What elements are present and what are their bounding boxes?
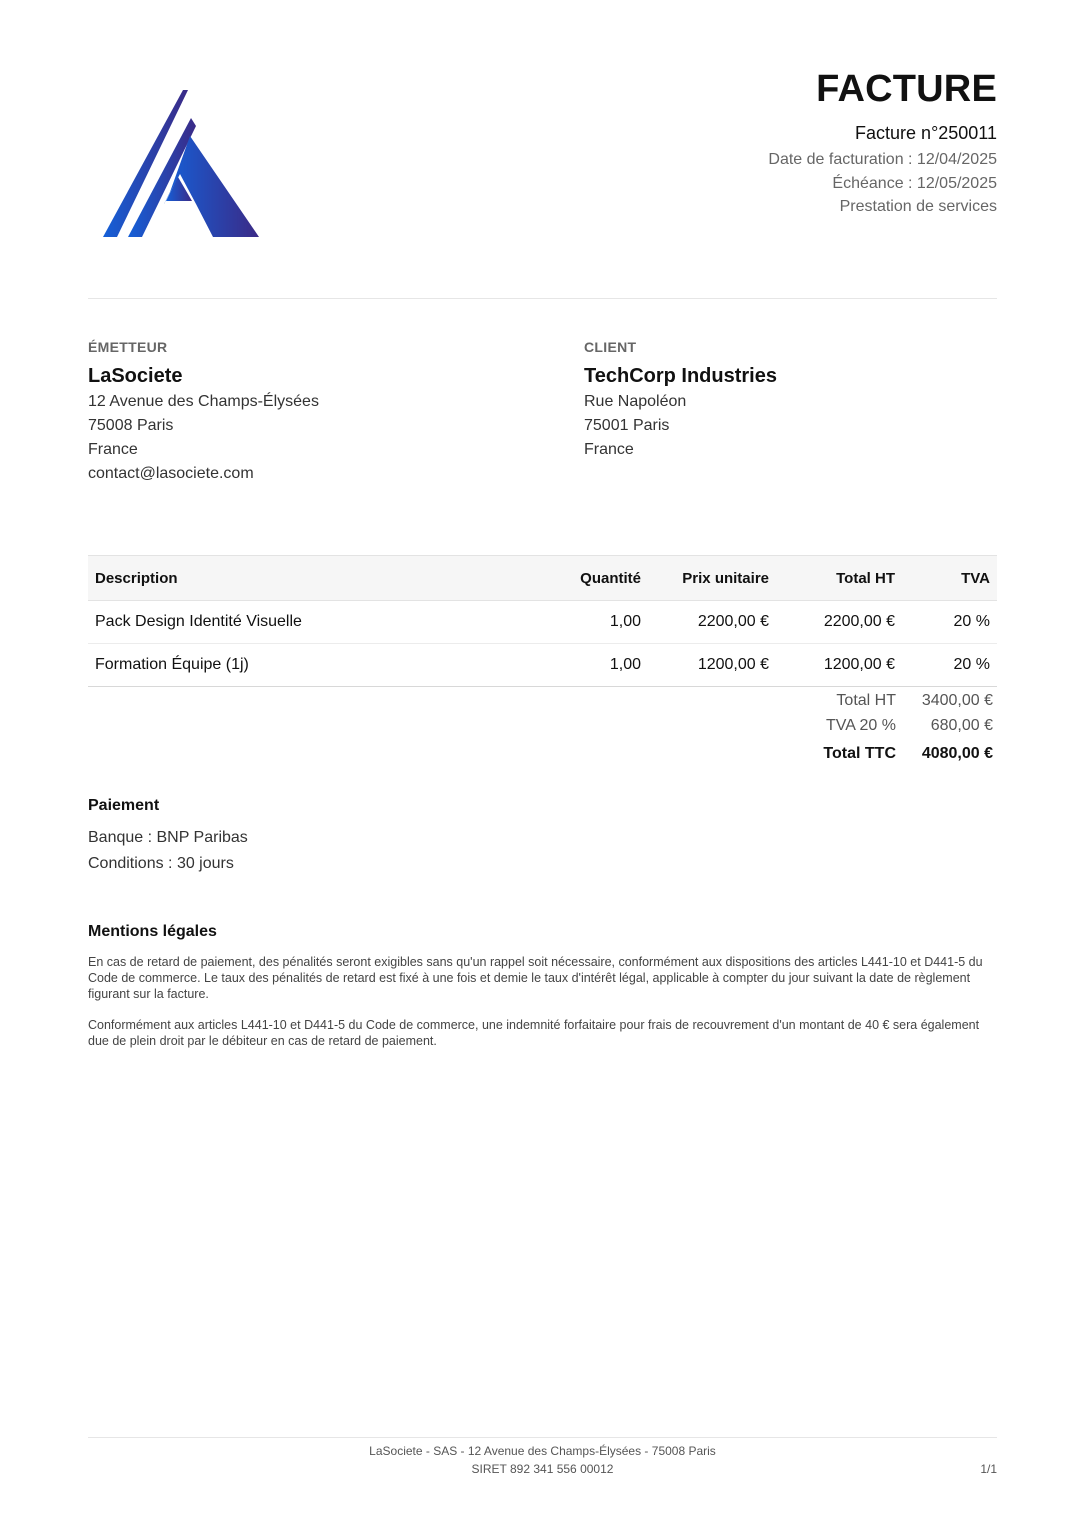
invoice-date: Date de facturation : 12/04/2025 xyxy=(768,151,997,168)
emitter-email[interactable]: contact@lasociete.com xyxy=(88,465,254,482)
legal-paragraph-indemnity: Conformément aux articles L441-10 et D441-5 du Code de commerce, une indemnité forfaitaire pour frais de recouvrement d'un montant de 40 € sera également due de plein droit par le débiteur en cas de retard de paiement. xyxy=(88,1018,980,1048)
client-country: France xyxy=(584,441,634,458)
document-title: FACTURE xyxy=(816,68,997,110)
total-tva-row xyxy=(801,717,993,735)
item-tva: 20 % xyxy=(902,601,997,644)
footer-company-info: LaSociete - SAS - 12 Avenue des Champs-Élysées - 75008 Paris xyxy=(369,1444,716,1458)
total-ht-row xyxy=(801,692,993,710)
page-number: 1/1 xyxy=(980,1462,997,1476)
payment-bank: Banque : BNP Paribas xyxy=(88,829,248,846)
item-description: Pack Design Identité Visuelle xyxy=(88,601,550,644)
emitter-address xyxy=(88,390,319,486)
due-date: Échéance : 12/05/2025 xyxy=(832,175,997,192)
item-total-ht: 2200,00 € xyxy=(776,601,902,644)
col-quantity: Quantité xyxy=(550,556,648,601)
table-header-row xyxy=(88,556,997,601)
invoice-type: Prestation de services xyxy=(839,198,997,215)
item-quantity: 1,00 xyxy=(550,601,648,644)
footer-siret: SIRET 892 341 556 00012 xyxy=(471,1462,614,1476)
header-divider xyxy=(88,298,997,299)
total-ht-label: Total HT xyxy=(836,692,896,709)
item-unit-price: 1200,00 € xyxy=(648,644,776,687)
client-name: TechCorp Industries xyxy=(584,365,777,387)
total-tva-label: TVA 20 % xyxy=(826,717,896,734)
total-ht-value: 3400,00 € xyxy=(921,692,993,709)
item-tva: 20 % xyxy=(902,644,997,687)
invoice-items-table xyxy=(88,555,997,687)
col-total-ht: Total HT xyxy=(776,556,902,601)
total-ttc-row xyxy=(801,745,993,763)
legal-title: Mentions légales xyxy=(88,923,217,940)
table-row xyxy=(88,601,997,644)
emitter-city: 75008 Paris xyxy=(88,417,174,434)
item-unit-price: 2200,00 € xyxy=(648,601,776,644)
total-ttc-label: Total TTC xyxy=(823,745,896,762)
client-street: Rue Napoléon xyxy=(584,393,687,410)
legal-paragraph-penalties: En cas de retard de paiement, des pénalités seront exigibles sans qu'un rappel soit nécessaire, conformément aux dispositions des articles L441-10 et D441-5 du Code de commerce. Le taux des pénalités de retard est fixé à une fois et demie le taux d'intérêt légal, applicable à compter du jour suivant la date de règlement figurant sur la facture. xyxy=(88,955,983,1001)
item-total-ht: 1200,00 € xyxy=(776,644,902,687)
client-address xyxy=(584,390,686,462)
table-row xyxy=(88,644,997,687)
payment-title: Paiement xyxy=(88,797,160,814)
emitter-street: 12 Avenue des Champs-Élysées xyxy=(88,393,319,410)
footer-divider xyxy=(88,1437,997,1438)
company-logo-a-icon xyxy=(100,88,262,240)
total-ttc-value: 4080,00 € xyxy=(921,745,993,762)
item-description: Formation Équipe (1j) xyxy=(88,644,550,687)
col-unit-price: Prix unitaire xyxy=(648,556,776,601)
client-city: 75001 Paris xyxy=(584,417,670,434)
col-description: Description xyxy=(88,556,550,601)
payment-conditions: Conditions : 30 jours xyxy=(88,855,234,872)
col-tva: TVA xyxy=(902,556,997,601)
item-quantity: 1,00 xyxy=(550,644,648,687)
client-label: CLIENT xyxy=(584,339,637,355)
invoice-number: Facture n°250011 xyxy=(855,123,997,143)
emitter-country: France xyxy=(88,441,138,458)
emitter-label: ÉMETTEUR xyxy=(88,339,168,355)
total-tva-value: 680,00 € xyxy=(930,717,993,734)
emitter-name: LaSociete xyxy=(88,365,183,387)
